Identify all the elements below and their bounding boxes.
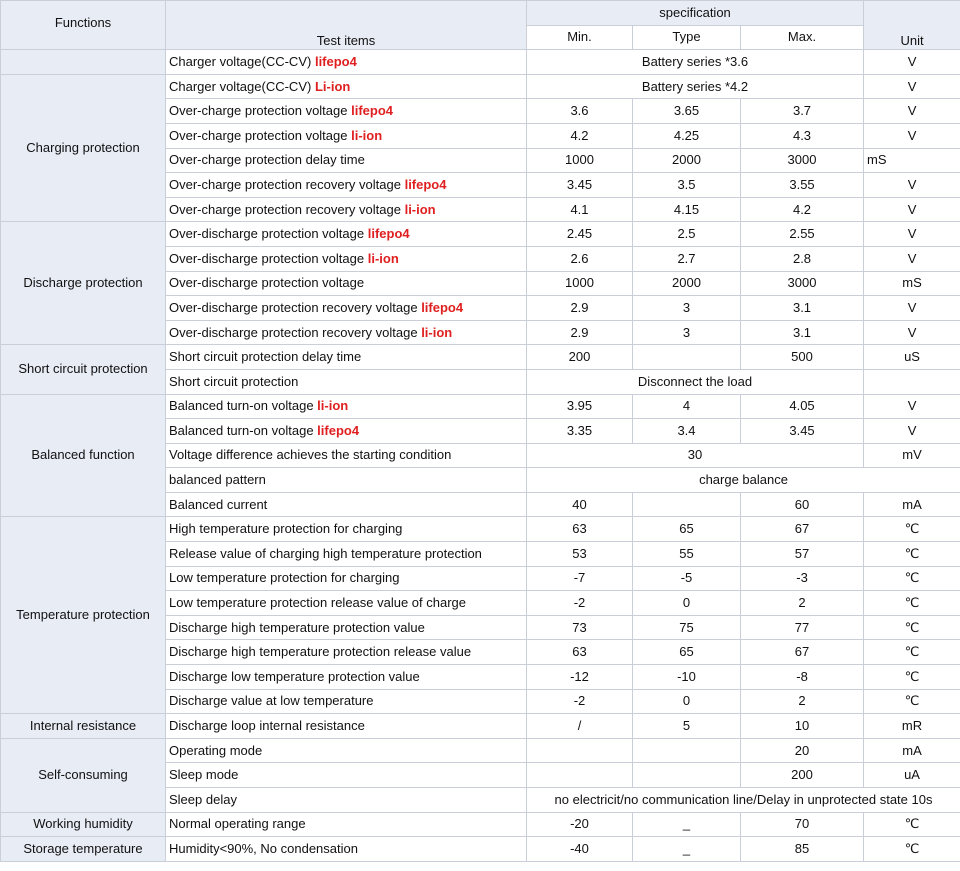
min-value: / <box>527 714 633 739</box>
min-value: -7 <box>527 566 633 591</box>
test-item: High temperature protection for charging <box>166 517 527 542</box>
test-item: Voltage difference achieves the starting condition <box>166 443 527 468</box>
type-value <box>633 345 741 370</box>
max-value: 3.55 <box>741 173 864 198</box>
table-row <box>1 222 960 247</box>
max-value: 3.7 <box>741 99 864 124</box>
max-value: 2 <box>741 591 864 616</box>
max-value: 3000 <box>741 271 864 296</box>
min-value: 63 <box>527 640 633 665</box>
chemistry-tag: li-ion <box>367 250 399 266</box>
max-value: 57 <box>741 542 864 567</box>
max-header: Max. <box>741 25 864 50</box>
type-value: 2000 <box>633 271 741 296</box>
unit-cell: V <box>864 222 960 247</box>
type-value: 65 <box>633 517 741 542</box>
max-value: 10 <box>741 714 864 739</box>
unit-cell: V <box>864 320 960 345</box>
type-header: Type <box>633 25 741 50</box>
function-group-temperature: Temperature protection <box>1 517 166 714</box>
min-value: -2 <box>527 689 633 714</box>
unit-cell: ℃ <box>864 542 960 567</box>
unit-cell: V <box>864 173 960 198</box>
max-value: 3.1 <box>741 296 864 321</box>
min-value: -12 <box>527 665 633 690</box>
table-row <box>1 345 960 370</box>
test-item: Low temperature protection for charging <box>166 566 527 591</box>
unit-cell: uA <box>864 763 960 788</box>
test-item: Over-discharge protection voltage <box>166 271 527 296</box>
test-item: Discharge low temperature protection value <box>166 665 527 690</box>
function-group-short-circuit: Short circuit protection <box>1 345 166 394</box>
type-value: 2.5 <box>633 222 741 247</box>
min-value: 3.6 <box>527 99 633 124</box>
chemistry-tag: lifepo4 <box>421 299 464 315</box>
unit-cell: uS <box>864 345 960 370</box>
chemistry-tag: li-ion <box>317 398 349 414</box>
unit-cell: mR <box>864 714 960 739</box>
min-value: 200 <box>527 345 633 370</box>
test-item: Operating mode <box>166 738 527 763</box>
chemistry-tag: li-ion <box>404 201 436 217</box>
type-value: 0 <box>633 689 741 714</box>
test-item: Short circuit protection <box>166 369 527 394</box>
min-value: 1000 <box>527 148 633 173</box>
unit-cell: V <box>864 74 960 99</box>
unit-cell: ℃ <box>864 812 960 837</box>
type-value: 3 <box>633 296 741 321</box>
unit-cell: V <box>864 99 960 124</box>
spec-value: charge balance <box>527 468 960 493</box>
unit-cell: ℃ <box>864 640 960 665</box>
max-value: -3 <box>741 566 864 591</box>
unit-cell: mV <box>864 443 960 468</box>
type-value: _ <box>633 812 741 837</box>
max-value: 2 <box>741 689 864 714</box>
max-value: 77 <box>741 615 864 640</box>
test-item: Sleep delay <box>166 788 527 813</box>
chemistry-tag: lifepo4 <box>404 176 447 192</box>
type-value: 3 <box>633 320 741 345</box>
test-item: Discharge high temperature protection release value <box>166 640 527 665</box>
min-value: 4.1 <box>527 197 633 222</box>
test-item: Over-charge protection voltage lifepo4 <box>166 99 527 124</box>
unit-cell: V <box>864 50 960 75</box>
chemistry-tag: lifepo4 <box>351 103 394 119</box>
max-value: 85 <box>741 837 864 862</box>
chemistry-tag: Li-ion <box>314 78 351 94</box>
function-group-self-consuming: Self-consuming <box>1 738 166 812</box>
max-value: 3000 <box>741 148 864 173</box>
test-item: Discharge value at low temperature <box>166 689 527 714</box>
type-value: _ <box>633 837 741 862</box>
spec-value: Battery series *4.2 <box>527 74 864 99</box>
unit-cell: mS <box>864 148 960 173</box>
test-item: Over-charge protection recovery voltage lifepo4 <box>166 173 527 198</box>
min-value: -20 <box>527 812 633 837</box>
test-item: Over-charge protection delay time <box>166 148 527 173</box>
test-item: Release value of charging high temperature protection <box>166 542 527 567</box>
min-value: 3.35 <box>527 419 633 444</box>
chemistry-tag: lifepo4 <box>317 422 360 438</box>
chemistry-tag: li-ion <box>351 127 383 143</box>
type-value <box>633 492 741 517</box>
type-value: 4.25 <box>633 123 741 148</box>
min-value <box>527 763 633 788</box>
functions-header: Functions <box>1 1 166 50</box>
test-item: Over-discharge protection recovery voltage lifepo4 <box>166 296 527 321</box>
max-value: 20 <box>741 738 864 763</box>
unit-cell: ℃ <box>864 517 960 542</box>
type-value: 4.15 <box>633 197 741 222</box>
test-item: Discharge loop internal resistance <box>166 714 527 739</box>
test-item: balanced pattern <box>166 468 527 493</box>
test-item: Balanced turn-on voltage li-ion <box>166 394 527 419</box>
type-value: 2.7 <box>633 246 741 271</box>
min-value: 53 <box>527 542 633 567</box>
min-value: 40 <box>527 492 633 517</box>
min-value: -40 <box>527 837 633 862</box>
unit-cell: V <box>864 246 960 271</box>
unit-cell: ℃ <box>864 837 960 862</box>
spec-value: 30 <box>527 443 864 468</box>
function-group-balanced: Balanced function <box>1 394 166 517</box>
min-value: 3.45 <box>527 173 633 198</box>
unit-cell: mS <box>864 271 960 296</box>
unit-cell <box>864 369 960 394</box>
type-value: 65 <box>633 640 741 665</box>
unit-cell: ℃ <box>864 591 960 616</box>
unit-header: Unit <box>864 1 960 50</box>
type-value <box>633 738 741 763</box>
min-value: -2 <box>527 591 633 616</box>
max-value: 3.45 <box>741 419 864 444</box>
test-item: Sleep mode <box>166 763 527 788</box>
test-item: Over-discharge protection voltage lifepo4 <box>166 222 527 247</box>
table-row <box>1 812 960 837</box>
function-cell-blank <box>1 50 166 75</box>
type-value: 0 <box>633 591 741 616</box>
unit-cell: ℃ <box>864 566 960 591</box>
test-item: Balanced current <box>166 492 527 517</box>
unit-cell: V <box>864 394 960 419</box>
unit-cell: mA <box>864 492 960 517</box>
table-row <box>1 50 960 75</box>
type-value: 2000 <box>633 148 741 173</box>
type-value: 3.65 <box>633 99 741 124</box>
unit-cell: ℃ <box>864 665 960 690</box>
function-group-charging: Charging protection <box>1 74 166 222</box>
function-group-internal-resistance: Internal resistance <box>1 714 166 739</box>
min-value: 1000 <box>527 271 633 296</box>
chemistry-tag: lifepo4 <box>367 226 410 242</box>
test-item: Normal operating range <box>166 812 527 837</box>
unit-cell: mA <box>864 738 960 763</box>
spec-value: no electricit/no communication line/Delay in unprotected state 10s <box>527 788 960 813</box>
table-row <box>1 714 960 739</box>
unit-cell: V <box>864 123 960 148</box>
test-item: Short circuit protection delay time <box>166 345 527 370</box>
max-value: 67 <box>741 517 864 542</box>
test-item: Charger voltage(CC-CV) Li-ion <box>166 74 527 99</box>
max-value: 500 <box>741 345 864 370</box>
test-item: Over-discharge protection voltage li-ion <box>166 246 527 271</box>
min-header: Min. <box>527 25 633 50</box>
min-value: 2.9 <box>527 320 633 345</box>
type-value: 3.5 <box>633 173 741 198</box>
table-row <box>1 517 960 542</box>
type-value: 5 <box>633 714 741 739</box>
min-value: 4.2 <box>527 123 633 148</box>
unit-cell: ℃ <box>864 689 960 714</box>
unit-cell: V <box>864 419 960 444</box>
test-item: Balanced turn-on voltage lifepo4 <box>166 419 527 444</box>
table-row <box>1 837 960 862</box>
table-row <box>1 738 960 763</box>
type-value: -5 <box>633 566 741 591</box>
unit-cell: V <box>864 197 960 222</box>
test-item: Low temperature protection release value of charge <box>166 591 527 616</box>
test-items-header: Test items <box>166 1 527 50</box>
min-value: 2.9 <box>527 296 633 321</box>
type-value: 4 <box>633 394 741 419</box>
max-value: -8 <box>741 665 864 690</box>
test-item: Charger voltage(CC-CV) lifepo4 <box>166 50 527 75</box>
type-value <box>633 763 741 788</box>
type-value: -10 <box>633 665 741 690</box>
max-value: 200 <box>741 763 864 788</box>
max-value: 67 <box>741 640 864 665</box>
spec-value: Battery series *3.6 <box>527 50 864 75</box>
test-item: Humidity<90%, No condensation <box>166 837 527 862</box>
function-group-working-humidity: Working humidity <box>1 812 166 837</box>
max-value: 2.55 <box>741 222 864 247</box>
min-value: 63 <box>527 517 633 542</box>
min-value: 73 <box>527 615 633 640</box>
min-value: 2.6 <box>527 246 633 271</box>
type-value: 3.4 <box>633 419 741 444</box>
function-group-storage-temperature: Storage temperature <box>1 837 166 862</box>
max-value: 3.1 <box>741 320 864 345</box>
test-item: Over-charge protection voltage li-ion <box>166 123 527 148</box>
test-item: Discharge high temperature protection value <box>166 615 527 640</box>
type-value: 55 <box>633 542 741 567</box>
table-row <box>1 74 960 99</box>
chemistry-tag: lifepo4 <box>314 53 357 69</box>
max-value: 60 <box>741 492 864 517</box>
min-value <box>527 738 633 763</box>
max-value: 4.2 <box>741 197 864 222</box>
type-value: 75 <box>633 615 741 640</box>
test-item: Over-discharge protection recovery voltage li-ion <box>166 320 527 345</box>
unit-cell: ℃ <box>864 615 960 640</box>
max-value: 4.05 <box>741 394 864 419</box>
max-value: 4.3 <box>741 123 864 148</box>
table-row <box>1 394 960 419</box>
test-item: Over-charge protection recovery voltage li-ion <box>166 197 527 222</box>
header-row <box>1 1 960 26</box>
min-value: 2.45 <box>527 222 633 247</box>
function-group-discharge: Discharge protection <box>1 222 166 345</box>
unit-cell: V <box>864 296 960 321</box>
spec-value: Disconnect the load <box>527 369 864 394</box>
chemistry-tag: li-ion <box>421 324 453 340</box>
min-value: 3.95 <box>527 394 633 419</box>
max-value: 70 <box>741 812 864 837</box>
specification-header: specification <box>527 1 864 26</box>
max-value: 2.8 <box>741 246 864 271</box>
